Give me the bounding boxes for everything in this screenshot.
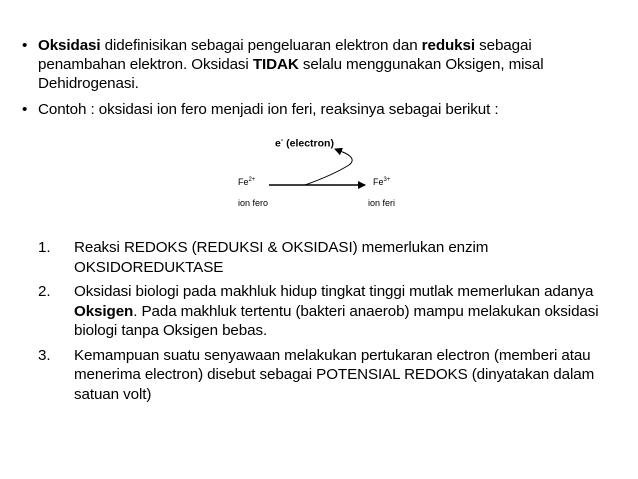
bullet-text: Contoh : oksidasi ion fero menjadi ion feri, reaksinya sebagai berikut :	[38, 101, 499, 118]
numbered-item-3	[38, 346, 608, 405]
ion-fero-label: ion fero	[238, 198, 269, 208]
bullet-marker: •	[22, 101, 28, 118]
electron-label: e- (electron)	[275, 137, 334, 150]
bullet-list	[22, 36, 612, 126]
term-reduksi: reduksi	[421, 37, 475, 54]
item-number: 2.	[38, 283, 51, 300]
item-number: 3.	[38, 346, 51, 364]
fe2-label: $Fe^{2+}$	[238, 177, 256, 187]
bullet-text: sebagai penambahan elektron. Oksidasi	[38, 37, 532, 73]
fe3-label: $Fe^{3+}$	[373, 177, 391, 187]
term-oksidasi: Oksidasi	[38, 37, 101, 54]
item-text: Oksidasi biologi pada makhluk hidup tingkat tinggi mutlak memerlukan adanya	[74, 283, 594, 300]
electron-release-arrow	[305, 149, 352, 185]
bullet-oksidasi-definition	[22, 36, 612, 93]
bullet-marker: •	[22, 37, 28, 54]
item-text: Reaksi REDOKS (REDUKSI & OKSIDASI) memerlukan enzim OKSIDOREDUKTASE	[74, 239, 489, 276]
term-tidak: TIDAK	[252, 56, 299, 73]
item-text: . Pada makhluk tertentu (bakteri anaerob) mampu melakukan oksidasi biologi tanpa Oksigen bebas.	[74, 302, 599, 339]
bullet-contoh	[22, 100, 612, 119]
numbered-item-1	[38, 238, 608, 277]
item-text: Kemampuan suatu senyawaan melakukan pertukaran electron (memberi atau menerima electron) disebut sebagai POTENSIAL REDOKS (dinyatakan dalam satuan volt)	[74, 346, 595, 403]
bullet-text: didefinisikan sebagai pengeluaran elektron dan	[100, 37, 422, 54]
item-number: 1.	[38, 239, 51, 256]
ion-feri-label: ion feri	[368, 198, 396, 208]
bullet-text: selalu menggunakan Oksigen, misal Dehidrogenasi.	[38, 56, 544, 92]
redox-diagram	[225, 135, 425, 215]
numbered-list	[38, 238, 608, 409]
numbered-item-2	[38, 282, 608, 341]
term-oksigen: Oksigen	[74, 302, 134, 320]
